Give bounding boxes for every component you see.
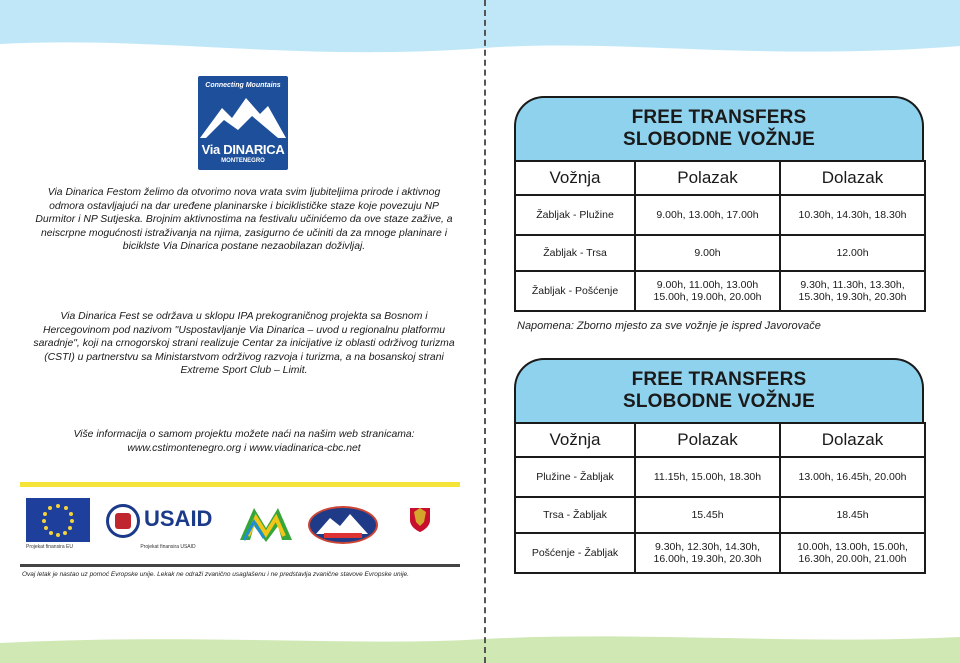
route-cell: Plužine - Žabljak <box>515 457 635 497</box>
eu-caption: Projekat finansira EU <box>26 544 73 550</box>
mountains-m-logo-icon <box>238 500 294 544</box>
fold-divider <box>484 0 486 663</box>
departure-cell: 15.45h <box>635 497 780 533</box>
grass-band-shape <box>0 629 960 663</box>
transfer-card-header <box>514 96 924 160</box>
departure-cell: 11.15h, 15.00h, 18.30h <box>635 457 780 497</box>
logo-sub: MONTENEGRO <box>221 158 265 164</box>
arrival-cell: 10.00h, 13.00h, 15.00h, 16.30h, 20.00h, 21.00h <box>780 533 925 573</box>
bottom-grass-band <box>0 629 960 663</box>
title-line-1: FREE TRANSFERS <box>631 107 807 128</box>
col-header-arrival: Dolazak <box>780 423 925 457</box>
title-line-1: FREE TRANSFERS <box>631 369 807 390</box>
route-cell: Žabljak - Plužine <box>515 195 635 235</box>
usaid-wordmark: USAID <box>144 506 213 531</box>
transfer-card-from-zabljak <box>514 96 924 312</box>
yellow-divider <box>20 482 460 487</box>
info-paragraph: Više informacija o samom projektu možete naći na našim web stranicama: www.cstimontenegro.org i www.viadinarica-cbc.net <box>73 429 415 454</box>
project-paragraph: Via Dinarica Fest se održava u sklopu IPA prekograničnog projekta sa Bosnom i Hercegovinom pod nazivom "Uspostavljanje Via Dinarica – uvod u regionalnu platformu saradnje", koji na crnogorskoj strani realizuje Centar za inicijative iz oblasti održivog turizma (CSTI) u partnerstvu sa Ministarstvom održivog razvoja i turizma, a na bosanskoj strani Extreme Sport Club – Limit. <box>33 311 455 377</box>
departure-cell: 9.00h <box>635 235 780 271</box>
title-line-2: SLOBODNE VOŽNJE <box>623 391 815 412</box>
col-header-departure: Polazak <box>635 423 780 457</box>
arrival-cell: 18.45h <box>780 497 925 533</box>
sky-band-shape <box>0 0 960 62</box>
route-cell: Pošćenje - Žabljak <box>515 533 635 573</box>
extreme-club-oval-icon <box>308 506 378 544</box>
transfer-card-header <box>514 358 924 422</box>
footer-divider <box>20 564 460 567</box>
route-cell: Žabljak - Trsa <box>515 235 635 271</box>
table-row <box>515 497 925 533</box>
via-dinarica-logo <box>198 76 288 170</box>
departure-cell: 9.30h, 12.30h, 14.30h, 16.00h, 19.30h, 20.30h <box>635 533 780 573</box>
partner-logos <box>20 494 460 560</box>
col-header-arrival: Dolazak <box>780 161 925 195</box>
departure-cell: 9.00h, 11.00h, 13.00h 15.00h, 19.00h, 20.00h <box>635 271 780 311</box>
table-row <box>515 533 925 573</box>
transfer-card-to-zabljak <box>514 358 924 574</box>
col-header-departure: Polazak <box>635 161 780 195</box>
top-sky-band <box>0 0 960 62</box>
usaid-caption: Projekat finansira USAID <box>140 544 196 550</box>
route-cell: Žabljak - Pošćenje <box>515 271 635 311</box>
arrival-cell: 9.30h, 11.30h, 13.30h, 15.30h, 19.30h, 20.30h <box>780 271 925 311</box>
transfer-table <box>514 160 926 312</box>
arrival-cell: 10.30h, 14.30h, 18.30h <box>780 195 925 235</box>
col-header-route: Vožnja <box>515 161 635 195</box>
eu-disclaimer: Ovaj letak je nastao uz pomoć Evropske unije. Lekak ne odraži zvanično usaglašenu i ne predstavlja zvanične stavove Evropske unije. <box>22 571 409 578</box>
arrival-cell: 12.00h <box>780 235 925 271</box>
table-row <box>515 457 925 497</box>
table-row <box>515 271 925 311</box>
mountain-icon <box>198 94 288 140</box>
arrival-cell: 13.00h, 16.45h, 20.00h <box>780 457 925 497</box>
logo-tagline: Connecting Mountains <box>205 82 281 89</box>
title-line-2: SLOBODNE VOŽNJE <box>623 129 815 150</box>
intro-paragraph: Via Dinarica Festom želimo da otvorimo nova vrata svim ljubiteljima prirode i aktivnog odmora ostavljajući na dar uređene planinarske i biciklističke staze koje povezuju NP Durmitor i NP Sutjeska. Brojnim aktivnostima na festivalu učinićemo da ove staze zažive, a neiscrpne mogućnosti istraživanja na njima, zasigurno će učiniti da za mnoge planinare i biciklste Via Dinarica postane nezaobilazan doživljaj. <box>35 187 453 253</box>
table-row <box>515 195 925 235</box>
logo-brand: Via DINARICA <box>201 142 285 157</box>
usaid-seal-icon <box>106 504 140 538</box>
montenegro-crest-icon <box>406 502 434 534</box>
eu-flag-icon <box>26 498 90 542</box>
departure-cell: 9.00h, 13.00h, 17.00h <box>635 195 780 235</box>
usaid-logo <box>106 502 230 542</box>
transfer-table <box>514 422 926 574</box>
table-row <box>515 235 925 271</box>
meeting-point-note: Napomena: Zborno mjesto za sve vožnje je ispred Javorovače <box>517 320 821 332</box>
col-header-route: Vožnja <box>515 423 635 457</box>
route-cell: Trsa - Žabljak <box>515 497 635 533</box>
